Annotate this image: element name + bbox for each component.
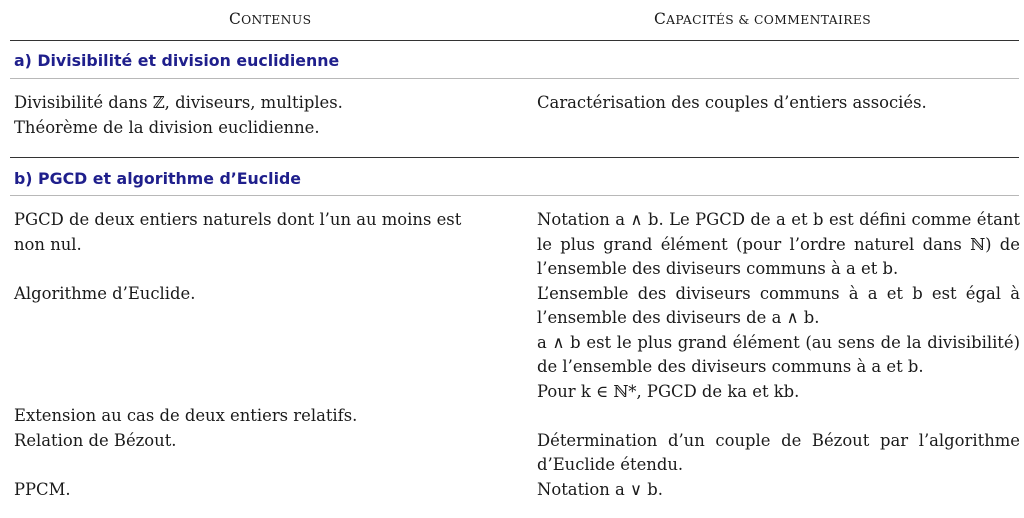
comment-ppcm-notation: Notation a ∨ b.	[537, 479, 663, 499]
column-header-contents	[229, 7, 311, 31]
comment-notation-line-1: Notation a ∧ b. Le PGCD de a et b est défini comme étant	[537, 210, 1020, 229]
column-header-contents-initial: C	[229, 10, 242, 28]
column-header-capacities-rest: APACITÉS & COMMENTAIRES	[666, 13, 872, 27]
content-bezout-relation: Relation de Bézout.	[14, 430, 177, 450]
content-euclidean-division: Théorème de la division euclidienne.	[14, 117, 320, 137]
section-b-contents	[14, 208, 504, 502]
comment-notation-line-3: l’ensemble des diviseurs communs à a et b.	[537, 259, 899, 278]
comment-common-divisors-line-2: l’ensemble des diviseurs de a ∧ b.	[537, 308, 820, 327]
column-header-contents-rest: ONTENUS	[241, 13, 312, 27]
section-b-top-rule	[10, 157, 1019, 158]
section-a-contents	[14, 91, 504, 140]
section-b-title: b) PGCD et algorithme d’Euclide	[14, 169, 302, 188]
comment-pgcd-homogeneity: Pour k ∈ ℕ*, PGCD de ka et kb.	[537, 381, 800, 401]
section-b-rule	[10, 195, 1019, 196]
section-b-comments	[537, 208, 1020, 502]
header-rule	[10, 40, 1019, 41]
comment-bezout-line-2: d’Euclide étendu.	[537, 455, 684, 474]
column-header-capacities-initial: C	[654, 10, 667, 28]
comment-greatest-element-line-1: a ∧ b est le plus grand élément (au sens de la divisibilité)	[537, 332, 1020, 352]
section-a-title: a) Divisibilité et division euclidienne	[14, 51, 340, 70]
content-euclid-algorithm: Algorithme d’Euclide.	[14, 283, 196, 303]
content-relative-extension: Extension au cas de deux entiers relatifs.	[14, 406, 358, 425]
section-a-comments	[537, 91, 1020, 116]
column-header-capacities	[654, 7, 871, 31]
section-a-rule	[10, 78, 1019, 79]
comment-associated-integers: Caractérisation des couples d’entiers associés.	[537, 93, 927, 112]
content-pgcd-line-2: non nul.	[14, 234, 82, 254]
content-ppcm: PPCM.	[14, 479, 71, 499]
content-divisibility: Divisibilité dans ℤ, diviseurs, multiples.	[14, 93, 343, 112]
comment-greatest-element-line-2: de l’ensemble des diviseurs communs à a et b.	[537, 357, 924, 376]
comment-notation-line-2: le plus grand élément (pour l’ordre naturel dans ℕ) de	[537, 234, 1020, 254]
content-pgcd-line-1: PGCD de deux entiers naturels dont l’un au moins est	[14, 210, 462, 229]
comment-bezout-line-1: Détermination d’un couple de Bézout par l’algorithme	[537, 430, 1020, 450]
comment-common-divisors-line-1: L’ensemble des diviseurs communs à a et b est égal à	[537, 283, 1020, 303]
